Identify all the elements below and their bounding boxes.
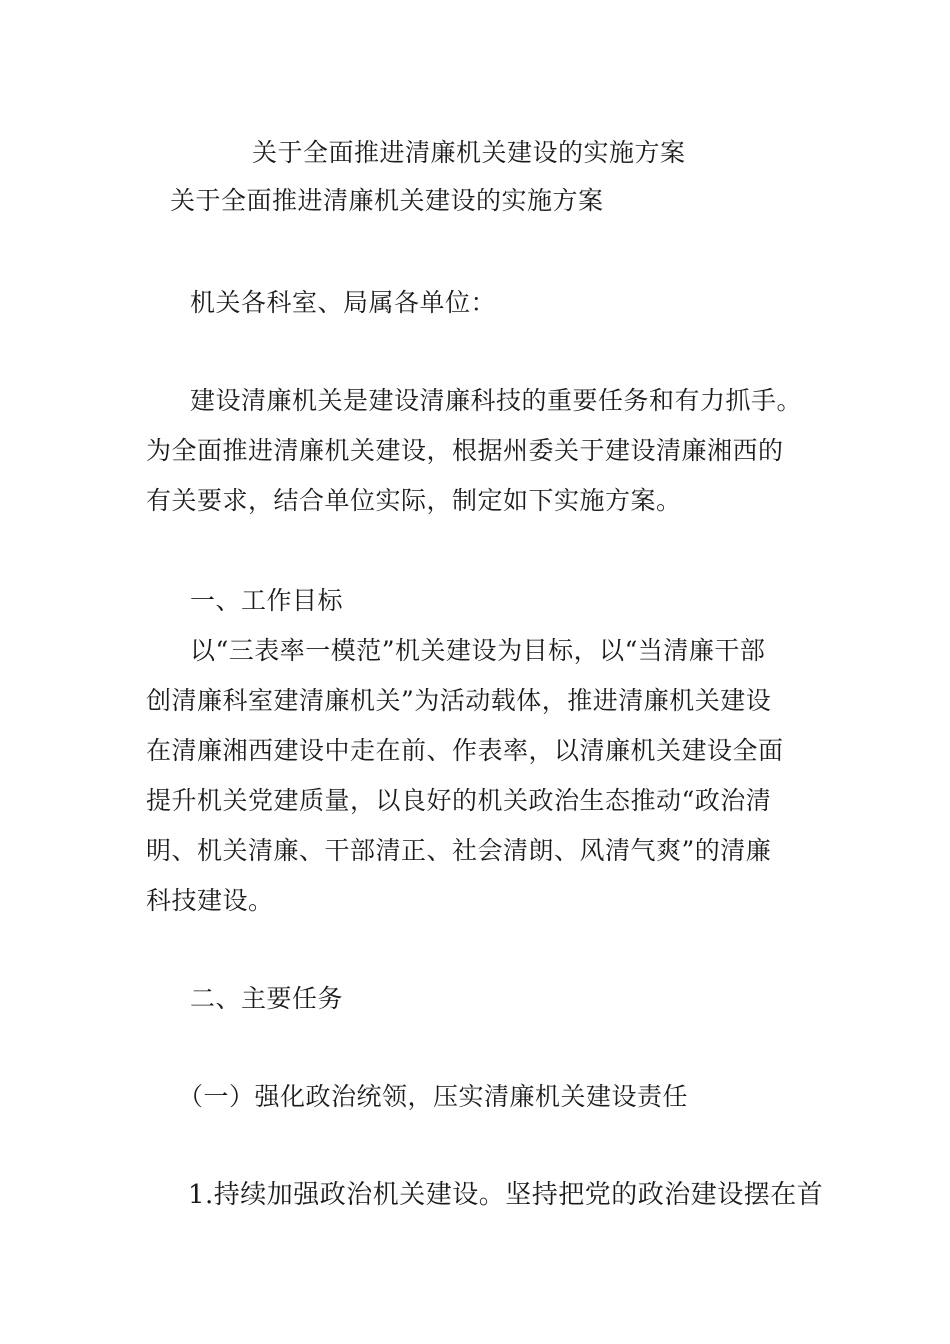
section-body-line: 科技建设。 [146,886,274,915]
document-title: 关于全面推进清廉机关建设的实施方案 [252,138,686,167]
section-body-line: 以“三表率一模范”机关建设为目标，以“当清廉干部 [190,636,766,665]
numbered-item-line: 1.持续加强政治机关建设。坚持把党的政治建设摆在首 [188,1180,824,1210]
section-heading: 一、工作目标 [190,586,344,615]
section-body-line: 在清廉湘西建设中走在前、作表率，以清廉机关建设全面 [146,736,784,765]
section-body-line: 创清廉科室建清廉机关”为活动载体，推进清廉机关建设 [146,686,772,715]
intro-line: 为全面推进清廉机关建设，根据州委关于建设清廉湘西的 [146,436,784,465]
salutation: 机关各科室、局属各单位： [190,288,497,317]
section-body-line: 提升机关党建质量，以良好的机关政治生态推动“政治清 [146,786,772,815]
intro-line: 有关要求，结合单位实际，制定如下实施方案。 [146,486,682,515]
document-subtitle: 关于全面推进清廉机关建设的实施方案 [170,186,604,215]
section-heading: 二、主要任务 [190,984,344,1013]
subsection-heading: （一）强化政治统领，压实清廉机关建设责任 [178,1082,689,1111]
section-body-line: 明、机关清廉、干部清正、社会清朗、风清气爽”的清廉 [146,836,772,865]
intro-line: 建设清廉机关是建设清廉科技的重要任务和有力抓手。 [190,386,803,415]
